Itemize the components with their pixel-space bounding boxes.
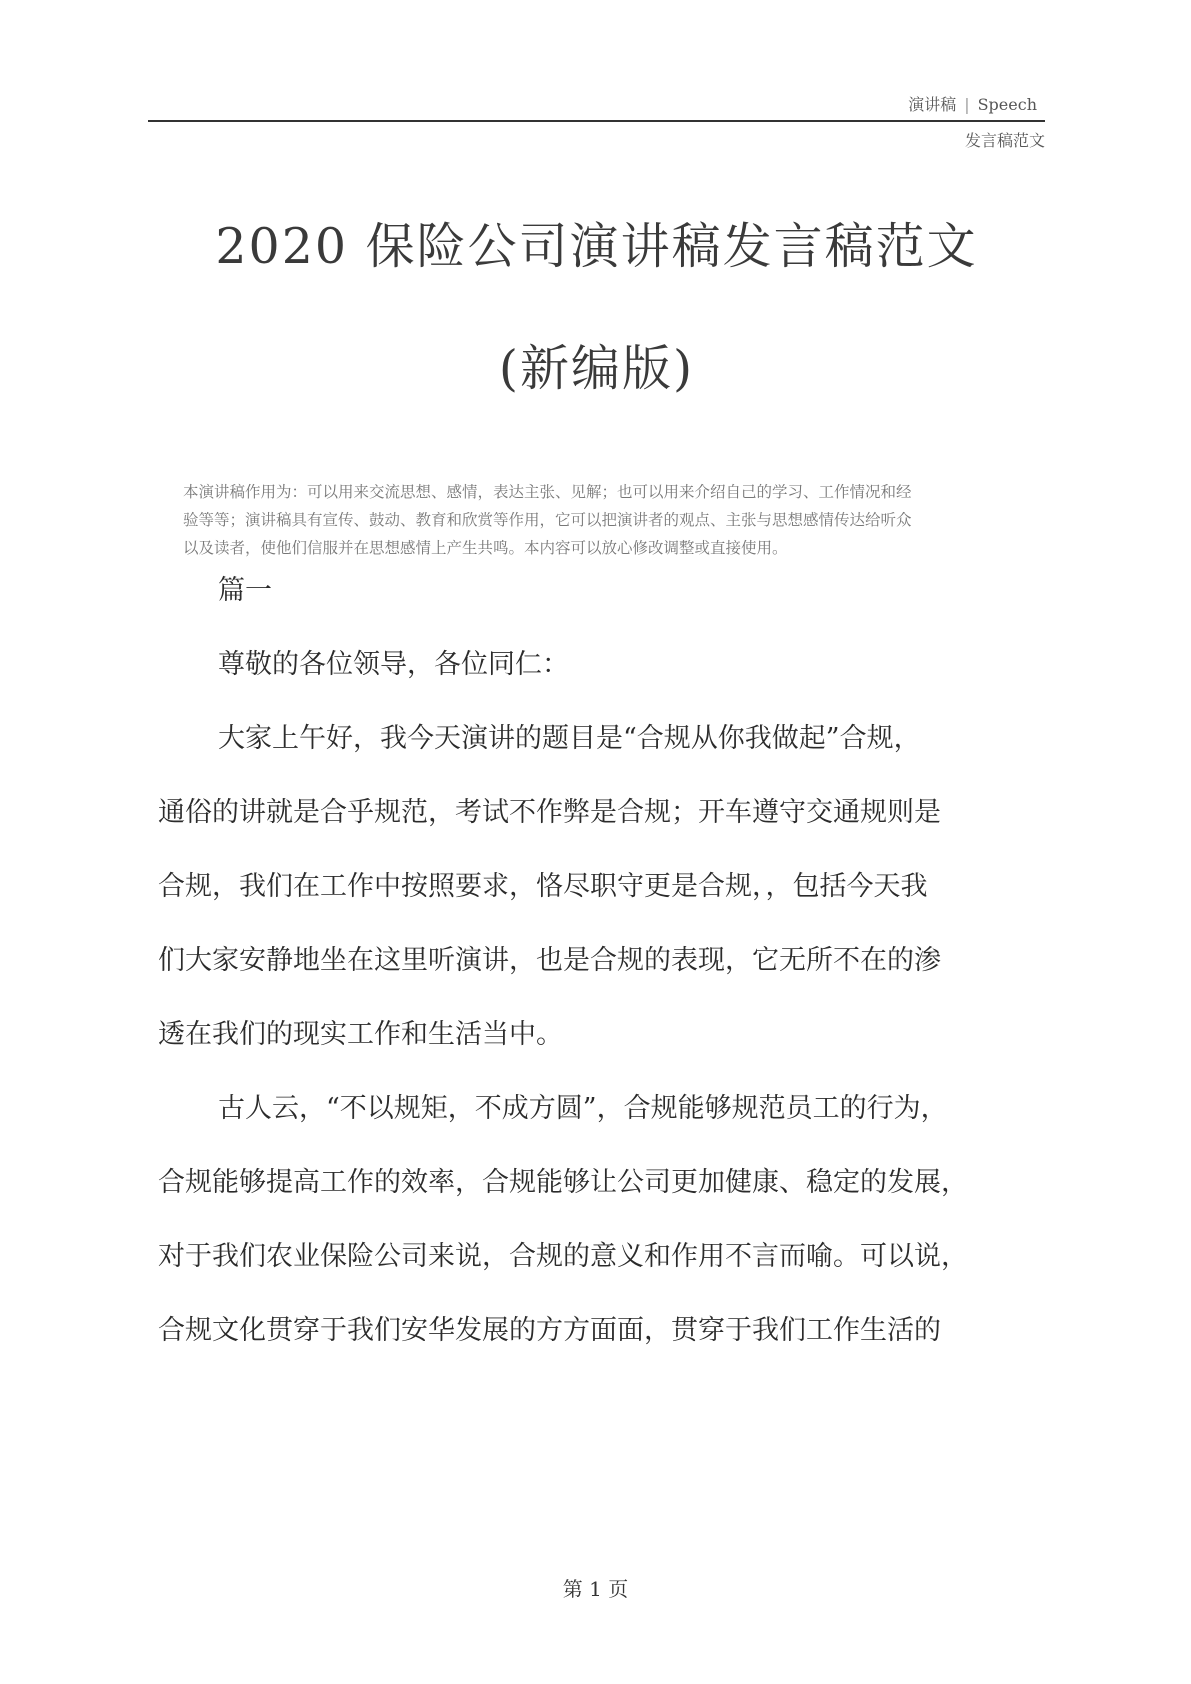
- paragraph-line: 对于我们农业保险公司来说，合规的意义和作用不言而喻。可以说，: [158, 1241, 968, 1272]
- paragraph-line: 通俗的讲就是合乎规范，考试不作弊是合规；开车遵守交通规则是: [158, 797, 941, 828]
- header-rule: [148, 120, 1045, 122]
- header-subtitle: 发言稿范文: [964, 131, 1045, 150]
- header-category-en: Speech: [977, 95, 1037, 114]
- abstract-line: 本演讲稿作用为：可以用来交流思想、感情，表达主张、见解；也可以用来介绍自己的学习、工作情况和经: [183, 483, 912, 501]
- page-title-line-1: 2020 保险公司演讲稿发言稿范文: [215, 218, 978, 275]
- header-category: [908, 92, 1037, 115]
- abstract-line: 以及读者，使他们信服并在思想感情上产生共鸣。本内容可以放心修改调整或直接使用。: [183, 539, 788, 557]
- header-category-zh: 演讲稿: [908, 95, 957, 114]
- section-heading: 篇一: [218, 575, 272, 606]
- greeting: 尊敬的各位领导，各位同仁：: [218, 649, 569, 680]
- header-separator: |: [964, 95, 970, 114]
- paragraph-line: 合规能够提高工作的效率，合规能够让公司更加健康、稳定的发展，: [158, 1167, 968, 1198]
- paragraph-line: 大家上午好，我今天演讲的题目是“合规从你我做起”合规，: [218, 723, 921, 754]
- paragraph-line: 合规，我们在工作中按照要求，恪尽职守更是合规，，包括今天我: [158, 871, 928, 902]
- abstract-line: 验等等；演讲稿具有宣传、鼓动、教育和欣赏等作用，它可以把演讲者的观点、主张与思想感情传达给听众: [183, 511, 912, 529]
- paragraph-line: 合规文化贯穿于我们安华发展的方方面面，贯穿于我们工作生活的: [158, 1315, 941, 1346]
- paragraph-line: 透在我们的现实工作和生活当中。: [158, 1019, 563, 1050]
- page-number: 第 1 页: [562, 1577, 629, 1601]
- page-title-line-2: (新编版): [498, 340, 695, 397]
- paragraph-line: 古人云，“不以规矩，不成方圆”，合规能够规范员工的行为，: [218, 1093, 948, 1124]
- paragraph-line: 们大家安静地坐在这里听演讲，也是合规的表现，它无所不在的渗: [158, 945, 941, 976]
- abstract: [183, 478, 1026, 562]
